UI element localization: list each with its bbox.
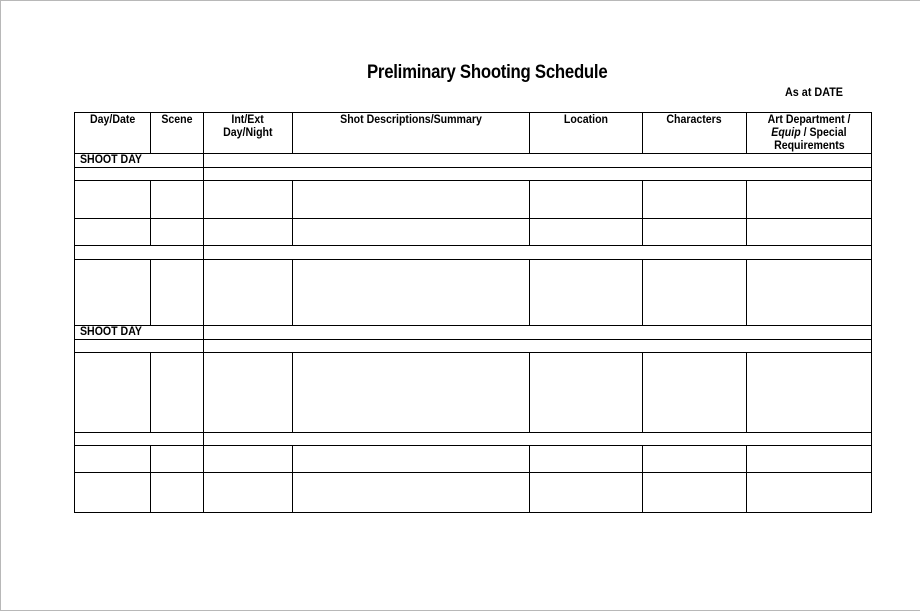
table-cell xyxy=(75,473,151,513)
table-cell xyxy=(747,473,872,513)
table-cell xyxy=(75,181,151,219)
table-row xyxy=(75,168,872,181)
table-cell xyxy=(643,353,747,433)
shoot-day-label: SHOOT DAY xyxy=(75,154,204,168)
table-cell xyxy=(204,340,872,353)
shoot-day-row xyxy=(75,326,872,340)
table-row xyxy=(75,340,872,353)
table-cell xyxy=(204,473,293,513)
table-cell xyxy=(204,246,872,260)
table-cell xyxy=(643,260,747,326)
table-cell xyxy=(204,168,872,181)
table-cell xyxy=(151,353,204,433)
shoot-day-label: SHOOT DAY xyxy=(75,326,204,340)
header-day-date: Day/Date xyxy=(75,113,151,154)
header-characters: Characters xyxy=(643,113,747,154)
table-cell xyxy=(204,433,872,446)
table-row xyxy=(75,260,872,326)
table-cell xyxy=(530,219,643,246)
table-cell xyxy=(75,340,204,353)
header-location: Location xyxy=(530,113,643,154)
table-row xyxy=(75,473,872,513)
table-cell xyxy=(293,181,530,219)
table-cell xyxy=(204,446,293,473)
table-cell xyxy=(293,260,530,326)
shoot-day-row xyxy=(75,154,872,168)
table-row xyxy=(75,353,872,433)
table-cell xyxy=(151,473,204,513)
table-cell xyxy=(643,473,747,513)
table-cell xyxy=(643,219,747,246)
table-cell xyxy=(75,353,151,433)
table-cell xyxy=(75,246,204,260)
table-cell xyxy=(530,181,643,219)
table-cell xyxy=(75,219,151,246)
table-cell xyxy=(151,446,204,473)
table-cell xyxy=(293,353,530,433)
table-cell xyxy=(747,260,872,326)
table-cell xyxy=(293,219,530,246)
table-row xyxy=(75,446,872,473)
table-cell xyxy=(204,154,872,168)
table-cell xyxy=(293,446,530,473)
table-row xyxy=(75,181,872,219)
table-cell xyxy=(643,181,747,219)
page-title: Preliminary Shooting Schedule xyxy=(367,61,608,83)
table-cell xyxy=(747,446,872,473)
table-cell xyxy=(204,260,293,326)
as-at-date: As at DATE xyxy=(785,85,844,99)
shooting-schedule-table xyxy=(74,112,872,513)
header-scene: Scene xyxy=(151,113,204,154)
table-cell xyxy=(151,181,204,219)
table-cell xyxy=(747,219,872,246)
table-cell xyxy=(151,219,204,246)
table-cell xyxy=(643,446,747,473)
table-cell xyxy=(75,446,151,473)
header-shot-descriptions: Shot Descriptions/Summary xyxy=(293,113,530,154)
table-cell xyxy=(293,473,530,513)
table-cell xyxy=(204,219,293,246)
header-row xyxy=(75,113,872,154)
table-cell xyxy=(747,353,872,433)
header-int-ext: Int/Ext Day/Night xyxy=(204,113,293,154)
table-cell xyxy=(530,353,643,433)
table-cell xyxy=(530,473,643,513)
table-cell xyxy=(75,260,151,326)
table-cell xyxy=(747,181,872,219)
table-row xyxy=(75,433,872,446)
table-cell xyxy=(204,326,872,340)
table-cell xyxy=(75,433,204,446)
table-cell xyxy=(204,181,293,219)
table-cell xyxy=(151,260,204,326)
table-cell xyxy=(530,260,643,326)
header-art-department: Art Department / Equip / Special Requirements xyxy=(747,113,872,154)
table-row xyxy=(75,219,872,246)
table-cell xyxy=(204,353,293,433)
table-cell xyxy=(75,168,204,181)
table-row xyxy=(75,246,872,260)
table-cell xyxy=(530,446,643,473)
